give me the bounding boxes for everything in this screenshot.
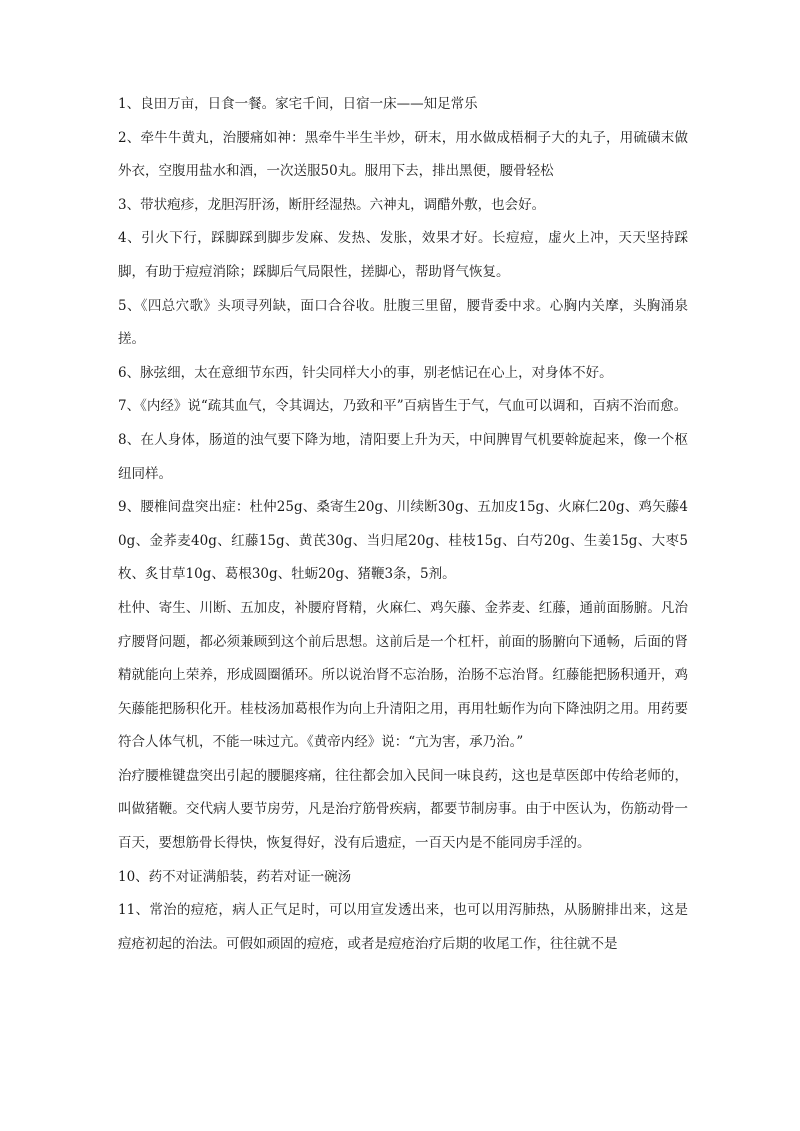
paragraph: 8、在人身体，肠道的浊气要下降为地，清阳要上升为天，中间脾胃气机要斡旋起来，像一个枢纽同样。 bbox=[118, 431, 688, 482]
paragraph: 1、良田万亩，日食一餐。家宅千间，日宿一床——知足常乐 bbox=[118, 96, 478, 112]
paragraph: 7、《内经》说“疏其血气，令其调达，乃致和平”百病皆生于气，气血可以调和，百病不治而愈。 bbox=[118, 398, 688, 415]
paragraph: 11、常治的痘疮，病人正气足时，可以用宣发透出来，也可以用泻肺热，从肠腑排出来，这是痘疮初起的治法。可假如顽固的痘疮，或者是痘疮治疗后期的收尾工作，往往就不是 bbox=[118, 902, 688, 952]
paragraph: 5、《四总穴歌》头项寻列缺，面口合谷收。肚腹三里留，腰背委中求。心胸内关摩，头胸涌泉搓。 bbox=[118, 297, 688, 348]
paragraph: 9、腰椎间盘突出症：杜仲25g、桑寄生20g、川续断30g、五加皮15g、火麻仁20g、鸡矢藤40g、金荞麦40g、红藤15g、黄芪30g、当归尾20g、桂枝15g、白芍20g、生姜15g、大枣5枚、炙甘草10g、葛根30g、牡蛎20g、猪鞭3条，5剂。 bbox=[118, 499, 688, 583]
paragraph: 杜仲、寄生、川断、五加皮，补腰府肾精，火麻仁、鸡矢藤、金荞麦、红藤，通前面肠腑。凡治疗腰肾问题，都必须兼顾到这个前后思想。这前后是一个杠杆，前面的肠腑向下通畅，后面的肾精就能向上荣养，形成圆圈循环。所以说治肾不忘治肠，治肠不忘治肾。红藤能把肠积通开，鸡矢藤能把肠积化开。桂枝汤加葛根作为向上升清阳之用，再用牡蛎作为向下降浊阴之用。用药要符合人体气机，不能一味过亢。《黄帝内经》说：“亢为害，承乃治。” bbox=[118, 599, 688, 751]
paragraph: 2、牵牛牛黄丸，治腰痛如神：黑牵牛半生半炒，研末，用水做成梧桐子大的丸子，用硫磺末做外衣，空腹用盐水和酒，一次送服50丸。服用下去，排出黑便，腰骨轻松 bbox=[118, 129, 688, 180]
paragraph: 治疗腰椎键盘突出引起的腰腿疼痛，往往都会加入民间一味良药，这也是草医郎中传给老师的，叫做猪鞭。交代病人要节房劳，凡是治疗筋骨疾病，都要节制房事。由于中医认为，伤筋动骨一百天，要想筋骨长得快，恢复得好，没有后遗症，一百天内是不能同房手淫的。 bbox=[118, 767, 688, 852]
document-body bbox=[118, 88, 688, 961]
paragraph: 4、引火下行，踩脚踩到脚步发麻、发热、发胀，效果才好。长痘痘，虚火上冲，天天坚持踩脚，有助于痘痘消除；踩脚后气局限性，搓脚心，帮助肾气恢复。 bbox=[118, 230, 688, 280]
paragraph: 10、药不对证满船装，药若对证一碗汤 bbox=[118, 868, 352, 885]
paragraph: 6、脉弦细，太在意细节东西，针尖同样大小的事，别老惦记在心上，对身体不好。 bbox=[118, 364, 613, 381]
paragraph: 3、带状疱疹，龙胆泻肝汤，断肝经湿热。六神丸，调醋外敷，也会好。 bbox=[118, 196, 546, 213]
